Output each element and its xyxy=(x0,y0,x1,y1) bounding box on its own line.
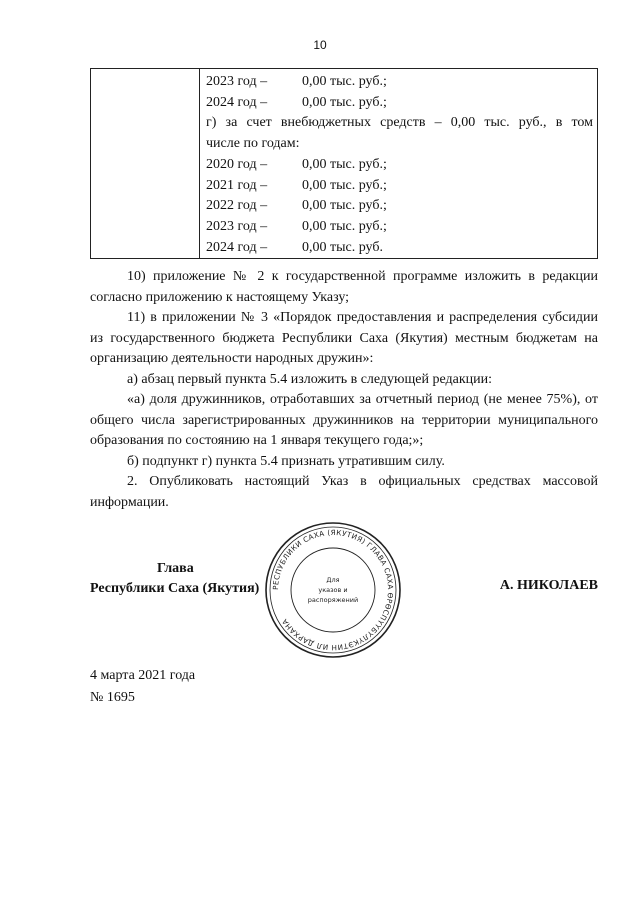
table-row xyxy=(206,176,593,197)
extrabudget-line: числе по годам: xyxy=(206,136,300,152)
table-row xyxy=(206,217,593,238)
year-label: 2020 год – xyxy=(206,156,268,172)
page-number: 10 xyxy=(313,38,327,52)
table-row xyxy=(206,196,593,217)
seal-center-line2: указов и xyxy=(318,586,348,594)
budget-table xyxy=(90,68,598,259)
body-text xyxy=(90,267,598,513)
seal-center-line1: Для xyxy=(326,576,340,584)
year-label: 2022 год – xyxy=(206,198,268,214)
table-row xyxy=(206,93,593,114)
table-row xyxy=(206,238,593,259)
amount-value: 0,00 тыс. руб.; xyxy=(302,177,387,193)
year-label: 2021 год – xyxy=(206,177,268,193)
year-label: 2024 год – xyxy=(206,239,268,255)
seal-center-line3: распоряжений xyxy=(307,596,359,604)
paragraph-quote: «а) доля дружинников, отработавших за отчетный период (не менее 75%), от общего числа зарегистрированных дружинников на территории муниципального образования по состоянию на 1 января текущего года;»; xyxy=(90,392,598,448)
amount-value: 0,00 тыс. руб.; xyxy=(302,74,387,89)
paragraph-publish: 2. Опубликовать настоящий Указ в официальных средствах массовой информации. xyxy=(90,474,598,510)
signature-title-line2: Республики Саха (Якутия) xyxy=(90,581,260,596)
paragraph-item-11: 11) в приложении № 3 «Порядок предоставления и распределения субсидии из государственного бюджета Республики Саха (Якутия) местным бюджетам на организацию деятельности народных дружин»: xyxy=(90,310,598,366)
paragraph-item-10: 10) приложение № 2 к государственной программе изложить в редакции согласно приложению к настоящему Указу; xyxy=(90,269,598,305)
paragraph-subitem-a: а) абзац первый пункта 5.4 изложить в следующей редакции: xyxy=(127,371,493,387)
amount-value: 0,00 тыс. руб.; xyxy=(302,156,387,172)
amount-value: 0,00 тыс. руб.; xyxy=(302,198,387,214)
document-date-block xyxy=(90,665,195,709)
signatory-name: А. НИКОЛАЕВ xyxy=(499,578,598,593)
signature-title-line1: Глава xyxy=(157,561,194,576)
paragraph-subitem-b: б) подпункт г) пункта 5.4 признать утратившим силу. xyxy=(127,453,445,469)
amount-value: 0,00 тыс. руб.; xyxy=(302,218,387,234)
table-right-cell xyxy=(200,69,598,259)
document-date: 4 марта 2021 года xyxy=(90,668,196,683)
year-label: 2023 год – xyxy=(206,74,268,89)
table-left-cell xyxy=(91,69,200,259)
document-number: № 1695 xyxy=(90,690,135,705)
amount-value: 0,00 тыс. руб. xyxy=(302,239,383,255)
table-row xyxy=(206,72,593,93)
table-row xyxy=(206,155,593,176)
year-label: 2024 год – xyxy=(206,94,268,110)
year-label: 2023 год – xyxy=(206,218,268,234)
amount-value: 0,00 тыс. руб.; xyxy=(302,94,387,110)
extrabudget-line: г) за счет внебюджетных средств – 0,00 тыс. руб., в том xyxy=(206,115,593,131)
seal-outer-text: РЕСПУБЛИКИ САХА (ЯКУТИЯ) ГЛАВА САХА ӨРӨСПҮҮБҮЛҮКЭТИН ИЛ ДАРХАНА xyxy=(270,527,396,653)
